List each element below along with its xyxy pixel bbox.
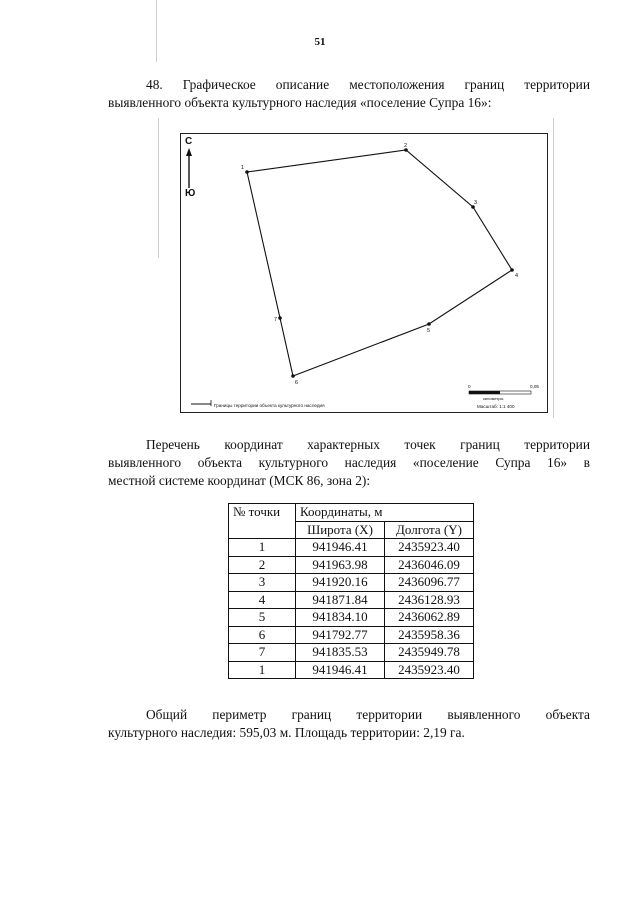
longitude-y: 2436046.09 bbox=[385, 556, 474, 574]
section-heading bbox=[108, 76, 590, 112]
latitude-x: 941792.77 bbox=[296, 626, 385, 644]
legend-label: Границы территории объекта культурного наследия bbox=[214, 403, 325, 408]
page-number: 51 bbox=[314, 36, 326, 48]
heading-line-1: 48. Графическое описание местоположения границ территории bbox=[146, 77, 590, 92]
vertex-6 bbox=[291, 374, 295, 378]
intro-line-3: местной системе координат (МСК 86, зона 2): bbox=[108, 473, 371, 488]
scan-artifact bbox=[158, 118, 159, 258]
latitude-x: 941946.41 bbox=[296, 539, 385, 557]
latitude-x: 941946.41 bbox=[296, 661, 385, 679]
table-row bbox=[229, 574, 474, 592]
heading-line-2: выявленного объекта культурного наследия «поселение Супра 16»: bbox=[108, 95, 492, 110]
scale-bar bbox=[468, 384, 539, 409]
point-number: 2 bbox=[229, 556, 296, 574]
table-row bbox=[229, 626, 474, 644]
vertex-label-3: 3 bbox=[474, 200, 478, 206]
vertex-7 bbox=[278, 316, 282, 320]
vertex-label-1: 1 bbox=[241, 165, 245, 171]
point-number: 1 bbox=[229, 661, 296, 679]
longitude-y: 2435923.40 bbox=[385, 661, 474, 679]
longitude-y: 2436128.93 bbox=[385, 591, 474, 609]
scale-start: 0 bbox=[468, 384, 471, 389]
compass-south-label: Ю bbox=[185, 188, 196, 199]
vertex-label-5: 5 bbox=[427, 328, 431, 334]
coordinates-intro bbox=[108, 436, 590, 490]
coordinates-table bbox=[228, 503, 474, 679]
table-row bbox=[229, 644, 474, 662]
territory-boundary bbox=[247, 150, 512, 376]
vertex-label-6: 6 bbox=[295, 380, 299, 386]
boundary-map bbox=[180, 133, 548, 413]
vertex-1 bbox=[245, 170, 249, 174]
longitude-y: 2436062.89 bbox=[385, 609, 474, 627]
scale-end: 0,05 bbox=[530, 384, 539, 389]
point-number: 1 bbox=[229, 539, 296, 557]
vertex-4 bbox=[510, 268, 514, 272]
header-x: Широта (X) bbox=[296, 521, 385, 539]
latitude-x: 941920.16 bbox=[296, 574, 385, 592]
vertex-5 bbox=[427, 322, 431, 326]
table-row bbox=[229, 539, 474, 557]
vertex-label-2: 2 bbox=[404, 143, 408, 149]
latitude-x: 941835.53 bbox=[296, 644, 385, 662]
latitude-x: 941871.84 bbox=[296, 591, 385, 609]
point-number: 7 bbox=[229, 644, 296, 662]
map-canvas bbox=[181, 134, 547, 412]
scan-artifact bbox=[156, 0, 157, 62]
table-header-row bbox=[229, 504, 474, 522]
header-y: Долгота (Y) bbox=[385, 521, 474, 539]
vertex-label-4: 4 bbox=[515, 273, 519, 279]
table-row bbox=[229, 591, 474, 609]
header-coordinates: Координаты, м bbox=[296, 504, 474, 522]
intro-line-1: Перечень координат характерных точек границ территории bbox=[146, 437, 590, 452]
scan-artifact bbox=[553, 118, 554, 418]
latitude-x: 941834.10 bbox=[296, 609, 385, 627]
longitude-y: 2436096.77 bbox=[385, 574, 474, 592]
scale-ratio: Масштаб: 1:1 400 bbox=[477, 404, 515, 409]
point-number: 4 bbox=[229, 591, 296, 609]
summary-paragraph bbox=[108, 706, 590, 742]
scale-unit: километры bbox=[483, 396, 504, 401]
vertex-label-7: 7 bbox=[274, 317, 278, 323]
point-number: 3 bbox=[229, 574, 296, 592]
intro-line-2: выявленного объекта культурного наследия «поселение Супра 16» в bbox=[108, 455, 590, 470]
header-point-number: № точки bbox=[229, 504, 296, 539]
table-row bbox=[229, 556, 474, 574]
table-row bbox=[229, 661, 474, 679]
summary-line-1: Общий периметр границ территории выявленного объекта bbox=[146, 707, 590, 722]
point-number: 5 bbox=[229, 609, 296, 627]
longitude-y: 2435958.36 bbox=[385, 626, 474, 644]
longitude-y: 2435949.78 bbox=[385, 644, 474, 662]
compass-north-label: С bbox=[185, 136, 193, 147]
point-number: 6 bbox=[229, 626, 296, 644]
longitude-y: 2435923.40 bbox=[385, 539, 474, 557]
latitude-x: 941963.98 bbox=[296, 556, 385, 574]
map-legend bbox=[191, 400, 325, 408]
summary-line-2: культурного наследия: 595,03 м. Площадь территории: 2,19 га. bbox=[108, 725, 465, 740]
north-arrow-icon bbox=[186, 148, 192, 188]
table-row bbox=[229, 609, 474, 627]
